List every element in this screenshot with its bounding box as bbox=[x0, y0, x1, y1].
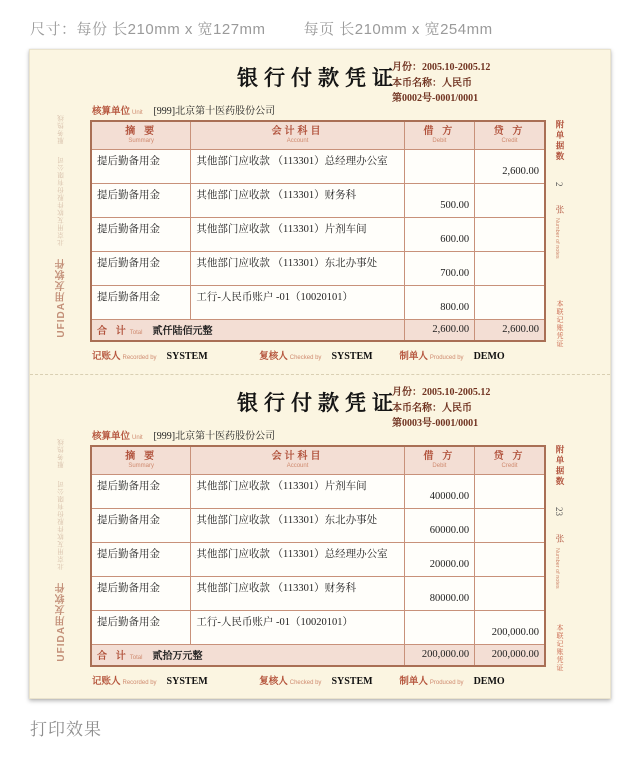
col-account: 会计科目 Account bbox=[191, 121, 404, 149]
right-margin-strip bbox=[546, 56, 608, 372]
summary-cell: 提后勤备用金 bbox=[91, 610, 191, 644]
account-cell: 其他部门应收款 （113301）东北办事处 bbox=[191, 508, 404, 542]
recorder-value: SYSTEM bbox=[166, 351, 208, 362]
debit-cell: 800.00 bbox=[404, 285, 474, 319]
total-label-en: Total bbox=[129, 654, 143, 661]
table-row bbox=[91, 508, 545, 542]
checker-group bbox=[259, 673, 399, 687]
voucher-table bbox=[90, 120, 546, 342]
voucher-2 bbox=[30, 374, 610, 698]
col-summary: 摘 要 Summary bbox=[91, 446, 191, 474]
debit-cell: 20000.00 bbox=[404, 542, 474, 576]
producer-label: 制单人 bbox=[399, 676, 428, 687]
notes-count-label-en: Number of notes bbox=[554, 218, 560, 259]
currency-value: 人民币 bbox=[442, 77, 472, 89]
debit-cell: 700.00 bbox=[404, 251, 474, 285]
month-value: 2005.10-2005.12 bbox=[422, 62, 491, 73]
currency-label: 本币名称： bbox=[392, 77, 442, 89]
producer-value: DEMO bbox=[473, 351, 505, 362]
month-label: 月份： bbox=[392, 62, 422, 73]
summary-cell: 提后勤备用金 bbox=[91, 576, 191, 610]
notes-count-value: 2 bbox=[554, 182, 564, 187]
producer-group bbox=[399, 348, 544, 362]
brand-hotline-text: 服务热线 bbox=[57, 438, 65, 469]
checker-label-en: Checked by bbox=[289, 355, 322, 361]
producer-label-en: Produced by bbox=[429, 680, 464, 686]
header-row bbox=[91, 446, 545, 474]
month-line bbox=[392, 60, 544, 76]
recorder-label: 记账人 bbox=[92, 676, 121, 687]
size-per-page: 每页 长210mm x 宽254mm bbox=[303, 21, 493, 38]
credit-cell bbox=[475, 285, 545, 319]
account-cell: 其他部门应收款 （113301）总经理办公室 bbox=[191, 149, 404, 183]
signer-row bbox=[90, 342, 546, 362]
currency-value: 人民币 bbox=[442, 402, 472, 414]
notes-count-label-en: Number of notes bbox=[554, 547, 560, 589]
unit-label-en: Unit bbox=[132, 110, 143, 116]
summary-cell: 提后勤备用金 bbox=[91, 217, 191, 251]
voucher-meta bbox=[392, 60, 544, 107]
credit-cell bbox=[475, 217, 545, 251]
debit-cell: 60000.00 bbox=[404, 508, 474, 542]
account-cell: 工行-人民币账户 -01（10020101） bbox=[191, 610, 404, 644]
producer-value: DEMO bbox=[473, 676, 505, 687]
left-margin-strip bbox=[32, 56, 90, 372]
notes-count-value: 23 bbox=[554, 507, 564, 516]
unit-value: [999]北京第十医药股份公司 bbox=[153, 431, 276, 442]
total-amount-words: 贰拾万元整 bbox=[152, 650, 203, 662]
voucher-sheet bbox=[29, 49, 611, 699]
stub-copy-label: 本联记账凭证 bbox=[556, 624, 563, 672]
voucher-body bbox=[90, 56, 546, 372]
summary-cell: 提后勤备用金 bbox=[91, 183, 191, 217]
table-row bbox=[91, 285, 545, 319]
producer-label: 制单人 bbox=[399, 351, 428, 362]
summary-cell: 提后勤备用金 bbox=[91, 474, 191, 508]
table-row bbox=[91, 474, 545, 508]
right-margin-strip bbox=[546, 381, 608, 696]
debit-cell bbox=[404, 610, 474, 644]
col-debit: 借 方 Debit bbox=[404, 446, 474, 474]
recorder-label-en: Recorded by bbox=[122, 680, 157, 686]
total-label-cell bbox=[91, 319, 404, 341]
month-line bbox=[392, 385, 544, 401]
producer-label-en: Produced by bbox=[429, 355, 464, 361]
total-debit-cell: 200,000.00 bbox=[404, 644, 474, 666]
recorder-group bbox=[92, 348, 259, 362]
voucher-meta bbox=[392, 385, 544, 432]
debit-cell: 40000.00 bbox=[404, 474, 474, 508]
total-row bbox=[91, 644, 545, 666]
account-cell: 其他部门应收款 （113301）财务科 bbox=[191, 576, 404, 610]
unit-label-en: Unit bbox=[132, 435, 143, 441]
notes-count-label: 附单据数 bbox=[555, 120, 565, 162]
accounting-unit-line bbox=[92, 427, 275, 442]
voucher-number: 第0003号-0001/0001 bbox=[392, 418, 479, 429]
currency-line bbox=[392, 76, 544, 92]
table-row bbox=[91, 542, 545, 576]
notes-unit-label: 张 bbox=[555, 204, 565, 215]
table-row bbox=[91, 217, 545, 251]
account-cell: 其他部门应收款 （113301）总经理办公室 bbox=[191, 542, 404, 576]
debit-cell: 500.00 bbox=[404, 183, 474, 217]
checker-label-en: Checked by bbox=[289, 680, 322, 686]
voucher-number: 第0002号-0001/0001 bbox=[392, 93, 479, 104]
account-cell: 其他部门应收款 （113301）片剂车间 bbox=[191, 474, 404, 508]
checker-label: 复核人 bbox=[259, 351, 288, 362]
total-label-cell bbox=[91, 644, 404, 666]
table-row bbox=[91, 610, 545, 644]
voucher-title: 银行付款凭证 bbox=[237, 67, 399, 90]
account-cell: 工行-人民币账户 -01（10020101） bbox=[191, 285, 404, 319]
currency-line bbox=[392, 401, 544, 417]
currency-label: 本币名称： bbox=[392, 402, 442, 414]
accounting-unit-line bbox=[92, 102, 275, 117]
voucher-body bbox=[90, 381, 546, 696]
header-row bbox=[91, 121, 545, 149]
notes-count-label: 附单据数 bbox=[555, 445, 565, 487]
month-label: 月份： bbox=[392, 387, 422, 398]
summary-cell: 提后勤备用金 bbox=[91, 508, 191, 542]
month-value: 2005.10-2005.12 bbox=[422, 387, 491, 398]
voucher-title: 银行付款凭证 bbox=[237, 392, 399, 415]
total-credit-cell: 2,600.00 bbox=[475, 319, 545, 341]
checker-value: SYSTEM bbox=[331, 676, 373, 687]
total-amount-words: 贰仟陆佰元整 bbox=[152, 325, 213, 337]
credit-cell bbox=[475, 474, 545, 508]
total-debit-cell: 2,600.00 bbox=[404, 319, 474, 341]
credit-cell: 200,000.00 bbox=[475, 610, 545, 644]
size-per-copy: 每份 长210mm x 宽127mm bbox=[76, 21, 266, 38]
size-prefix: 尺寸： bbox=[30, 21, 77, 38]
recorder-label: 记账人 bbox=[92, 351, 121, 362]
col-credit: 贷 方 Credit bbox=[475, 121, 545, 149]
summary-cell: 提后勤备用金 bbox=[91, 542, 191, 576]
debit-cell bbox=[404, 149, 474, 183]
brand-company-text: 北京用友软件股份有限公司 bbox=[57, 480, 65, 571]
left-margin-strip bbox=[32, 381, 90, 696]
summary-cell: 提后勤备用金 bbox=[91, 149, 191, 183]
unit-label: 核算单位 bbox=[92, 106, 131, 117]
account-cell: 其他部门应收款 （113301）片剂车间 bbox=[191, 217, 404, 251]
credit-cell bbox=[475, 183, 545, 217]
voucher-header bbox=[90, 56, 546, 120]
account-cell: 其他部门应收款 （113301）财务科 bbox=[191, 183, 404, 217]
credit-cell bbox=[475, 576, 545, 610]
credit-cell bbox=[475, 542, 545, 576]
debit-cell: 600.00 bbox=[404, 217, 474, 251]
total-label-en: Total bbox=[129, 329, 143, 336]
col-account: 会计科目 Account bbox=[191, 446, 404, 474]
notes-unit-label: 张 bbox=[555, 534, 565, 545]
unit-label: 核算单位 bbox=[92, 431, 131, 442]
producer-group bbox=[399, 673, 544, 687]
checker-label: 复核人 bbox=[259, 676, 288, 687]
unit-value: [999]北京第十医药股份公司 bbox=[153, 106, 276, 117]
credit-cell bbox=[475, 251, 545, 285]
voucher-1 bbox=[30, 50, 610, 374]
col-debit: 借 方 Debit bbox=[404, 121, 474, 149]
recorder-value: SYSTEM bbox=[166, 676, 208, 687]
voucher-table bbox=[90, 445, 546, 667]
total-row bbox=[91, 319, 545, 341]
table-row bbox=[91, 149, 545, 183]
table-row bbox=[91, 251, 545, 285]
print-effect-caption: 打印效果 bbox=[30, 720, 102, 739]
brand-company-text: 北京用友软件股份有限公司 bbox=[57, 156, 65, 247]
table-row bbox=[91, 576, 545, 610]
brand-hotline-text: 服务热线 bbox=[57, 114, 65, 145]
recorder-label-en: Recorded by bbox=[122, 355, 157, 361]
table-row bbox=[91, 183, 545, 217]
stub-copy-label: 本联记账凭证 bbox=[556, 300, 563, 348]
total-label: 合 计 bbox=[97, 325, 129, 337]
total-credit-cell: 200,000.00 bbox=[475, 644, 545, 666]
signer-row bbox=[90, 667, 546, 687]
summary-cell: 提后勤备用金 bbox=[91, 251, 191, 285]
ufida-logo-text: UFIDA用友软件 bbox=[55, 582, 67, 662]
total-label: 合 计 bbox=[97, 650, 129, 662]
account-cell: 其他部门应收款 （113301）东北办事处 bbox=[191, 251, 404, 285]
col-summary: 摘 要 Summary bbox=[91, 121, 191, 149]
credit-cell: 2,600.00 bbox=[475, 149, 545, 183]
voucher-header bbox=[90, 381, 546, 445]
checker-value: SYSTEM bbox=[331, 351, 373, 362]
size-caption bbox=[0, 0, 640, 39]
ufida-logo-text: UFIDA用友软件 bbox=[55, 258, 67, 338]
credit-cell bbox=[475, 508, 545, 542]
col-credit: 贷 方 Credit bbox=[475, 446, 545, 474]
checker-group bbox=[259, 348, 399, 362]
debit-cell: 80000.00 bbox=[404, 576, 474, 610]
summary-cell: 提后勤备用金 bbox=[91, 285, 191, 319]
recorder-group bbox=[92, 673, 259, 687]
